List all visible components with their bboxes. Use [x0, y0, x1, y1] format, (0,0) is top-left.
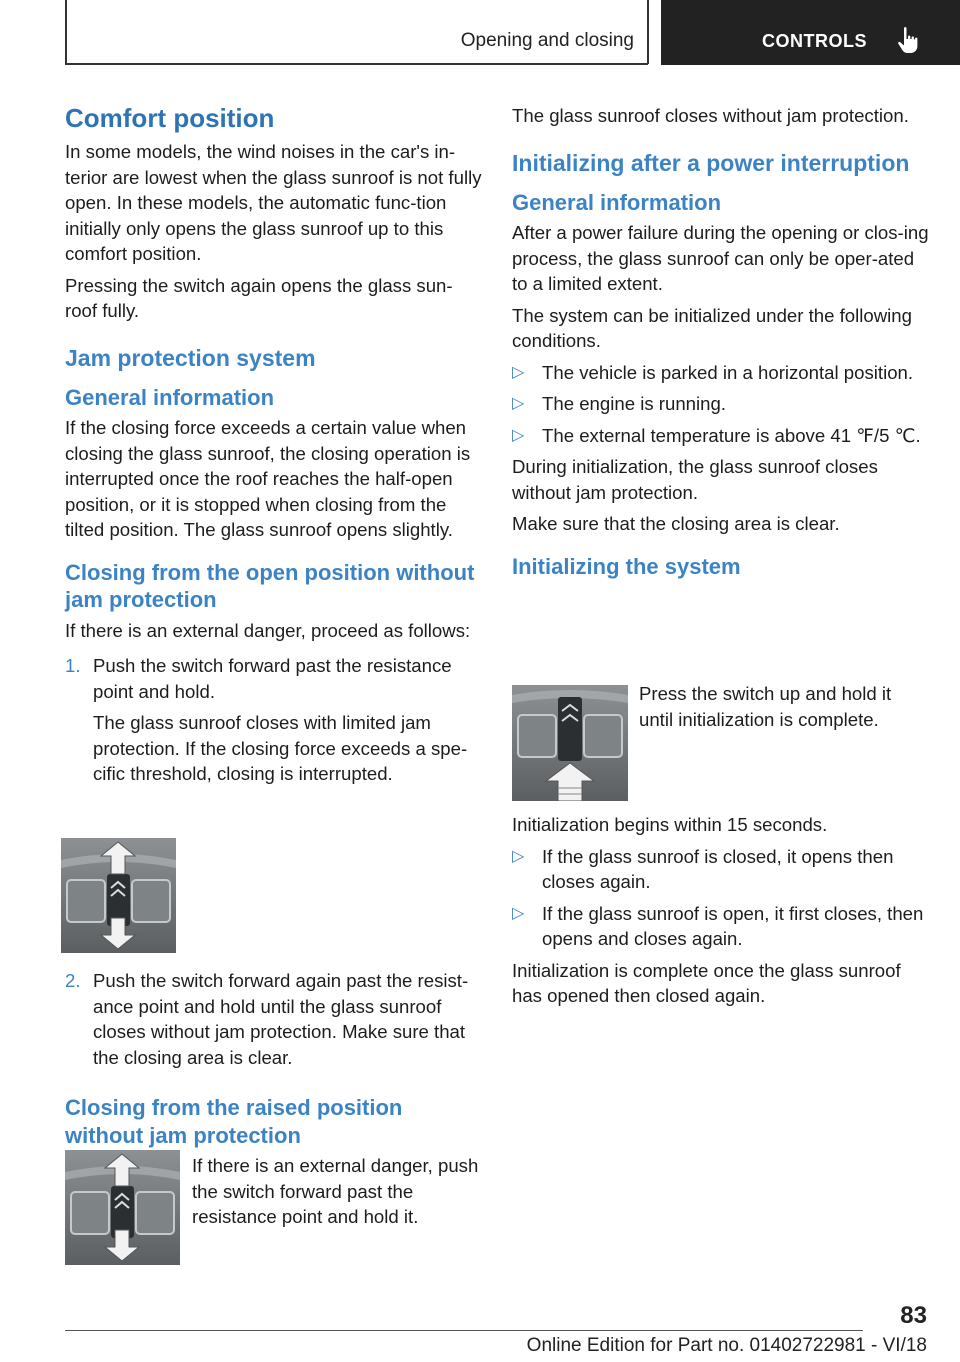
comfort-position-paragraph-2: Pressing the switch again opens the glass sun-roof fully.: [65, 274, 453, 321]
closing-area-clear-paragraph: Make sure that the closing area is clear.: [512, 513, 840, 534]
closing-raised-heading: Closing from the raised position without jam protection: [65, 1095, 403, 1148]
initializing-system-heading: Initializing the system: [512, 553, 741, 579]
condition-item: [512, 360, 930, 386]
comfort-position-paragraph: In some models, the wind noises in the car's in-terior are lowest when the glass sunroof is not fully open. In these models, the automatic func-tion initially only opens the glass sunroof up to this comfort position.: [65, 141, 482, 264]
condition-text: The external temperature is above 41 ℉/5 ℃.: [542, 424, 921, 446]
step-1-number: 1.: [65, 655, 81, 676]
closing-open-heading: Closing from the open position without jam protection: [65, 559, 475, 612]
initialization-item: [512, 901, 930, 952]
right-column-lower: [512, 812, 930, 1015]
step-1-text: Push the switch forward past the resistance point and hold.: [93, 655, 452, 702]
comfort-position-heading: Comfort position: [65, 103, 275, 133]
initializing-heading: Initializing after a power interruption: [512, 149, 910, 176]
jam-protection-heading: Jam protection system: [65, 344, 316, 371]
page-number: 83: [900, 1302, 927, 1329]
header-section-title: Opening and closing: [460, 30, 634, 51]
general-information-heading: General information: [65, 384, 275, 410]
left-column: [65, 103, 483, 793]
step-2: [65, 968, 483, 1070]
header-bottom-rule: [65, 63, 648, 65]
header-left-rule: [65, 0, 67, 64]
initializing-system-text: Press the switch up and hold it until initialization is complete.: [639, 683, 892, 730]
initialization-begins-paragraph: Initialization begins within 15 seconds.: [512, 814, 828, 835]
header-chapter-title: CONTROLS: [762, 31, 867, 51]
triangle-bullet-icon: ▷: [512, 363, 525, 381]
step-2-number: 2.: [65, 970, 81, 991]
condition-item: [512, 391, 930, 417]
footer-rule: [65, 1330, 863, 1331]
general-information-heading-2: General information: [512, 189, 722, 215]
condition-item: [512, 423, 930, 449]
jam-general-paragraph: If the closing force exceeds a certain value when closing the glass sunroof, the closing operation is interrupted once the roof reaches the half-open position, or it is stopped when closing from the tilted position. The glass sunroof opens slightly.: [65, 417, 471, 540]
triangle-bullet-icon: ▷: [512, 395, 525, 412]
closing-raised-text: If there is an external danger, push the switch forward past the resistance point and hold it.: [192, 1155, 479, 1227]
initialization-item-text: If the glass sunroof is open, it first closes, then opens and closes again.: [542, 902, 924, 949]
condition-text: The engine is running.: [542, 393, 726, 414]
triangle-bullet-icon: ▷: [512, 426, 525, 444]
initialization-complete-paragraph: Initialization is complete once the glass sunroof has opened then closed again.: [512, 959, 901, 1006]
step-2-text: Push the switch forward again past the resist-ance point and hold until the glass sunroof closes without jam protection. Make sure that the closing area is clear.: [93, 970, 469, 1068]
condition-text: The vehicle is parked in a horizontal position.: [542, 361, 914, 383]
no-jam-protection-paragraph: The glass sunroof closes without jam protection.: [512, 105, 909, 126]
step-1: [65, 653, 483, 787]
step-1-subtext: The glass sunroof closes with limited jam protection. If the closing force exceeds a spe-cific threshold, closing is interrupted.: [93, 712, 468, 784]
initialization-no-jam-paragraph: During initialization, the glass sunroof closes without jam protection.: [512, 456, 878, 503]
initialization-item: [512, 844, 930, 895]
conditions-paragraph: The system can be initialized under the following conditions.: [512, 304, 912, 351]
switch-image-raised-position: [65, 1150, 180, 1265]
switch-image-open-position: [61, 838, 176, 953]
closing-open-intro: If there is an external danger, proceed as follows:: [65, 619, 471, 641]
triangle-bullet-icon: ▷: [512, 847, 525, 865]
hand-pointer-icon: [896, 26, 920, 54]
switch-image-initialize: [512, 685, 628, 801]
right-column: [512, 103, 930, 584]
header-right-rule: [647, 0, 649, 64]
footer-edition-text: Online Edition for Part no. 01402722981 - VI/18: [526, 1335, 927, 1356]
initialization-item-text: If the glass sunroof is closed, it opens then closes again.: [542, 845, 894, 892]
left-column-lower: [65, 968, 483, 1153]
triangle-bullet-icon: ▷: [512, 904, 525, 922]
power-failure-paragraph: After a power failure during the opening or clos-ing process, the glass sunroof can only be oper-ated to a limited extent.: [512, 222, 929, 294]
